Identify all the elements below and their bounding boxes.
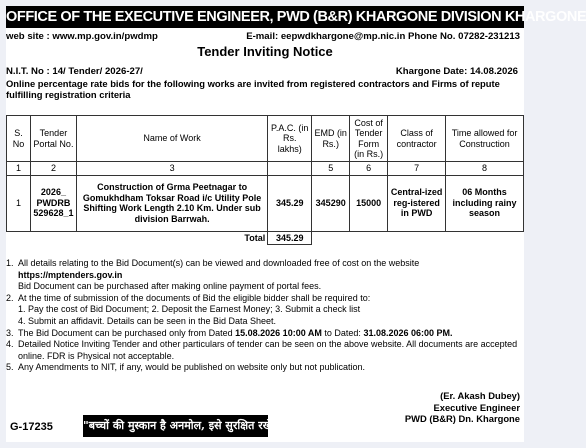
note-1-sub: Bid Document can be purchased after making online payment of portal fees. [18,281,322,292]
purchase-from-date: 15.08.2026 10:00 AM [235,327,322,338]
tender-notice [6,6,586,442]
row-emd: 345290 [312,175,350,231]
purchase-to-date: 31.08.2026 06:00 PM. [363,327,453,338]
header-sno: S. No [7,116,31,162]
row-portal: 2026_ PWDRB 529628_1 [30,175,76,231]
header-time: Time allowed for Construction [446,116,524,162]
website-text: web site : www.mp.gov.in/pwdmp [6,31,158,42]
colnum-8: 8 [446,162,524,176]
row-time: 06 Months including rainy season [446,175,524,231]
note-2: 2. At the time of submission of the documents of Bid the eligible bidder shall be required to: [6,292,371,303]
total-label: Total [76,231,267,245]
table-header-row [7,116,524,162]
intro-text: Online percentage rate bids for the following works are invited from registered contractors and Firms of repute fulfilling registration criteria [6,78,500,100]
row-sno: 1 [7,175,31,231]
signature-block [405,390,520,425]
header-emd: EMD (in Rs.) [312,116,350,162]
note-2-items-a: 1. Pay the cost of Bid Document; 2. Deposit the Earnest Money; 3. Submit a check list [18,304,361,315]
colnum-5: 5 [312,162,350,176]
header-work: Name of Work [76,116,267,162]
notice-date: Khargone Date: 14.08.2026 [395,66,518,77]
signatory-designation: Executive Engineer [433,401,520,413]
signatory-name: (Er. Akash Dubey) [440,390,520,401]
table-row [7,175,524,231]
slogan-banner: "बच्चों की मुस्कान है अनमोल, इसे सुरक्षित रखें हर हाल" [83,415,268,437]
header-cost: Cost of Tender Form (in Rs.) [350,116,388,162]
colnum-7: 7 [388,162,446,176]
note-1: 1. All details relating to the Bid Document(s) can be viewed and downloaded free of cost on the website [6,258,420,268]
row-class: Central-ized reg-istered in PWD [388,175,446,231]
notes-list [6,258,524,374]
works-table [6,115,524,245]
nit-number: N.I.T. No : 14/ Tender/ 2026-27/ [6,66,143,77]
note-4: 4. Detailed Notice Inviting Tender and other particulars of tender can be seen on the above website. All documents are accepted online. FDR is Physical not acceptable. [6,339,518,361]
row-work: Construction of Grma Peetnagar to Gomukhdham Toksar Road i/c Utility Pole Shifting Work Length 2.10 Km. Under sub division Barrwah. [76,175,267,231]
contact-row [6,31,524,42]
header-portal: Tender Portal No. [30,116,76,162]
header-class: Class of contractor [388,116,446,162]
header-pac: P.A.C. (in Rs. lakhs) [268,116,312,162]
note-5: 5. Any Amendments to NIT, if any, would be published on website only but not publication. [6,362,366,373]
total-value: 345.29 [268,231,312,245]
office-banner: OFFICE OF THE EXECUTIVE ENGINEER, PWD (B&R) KHARGONE DIVISION KHARGONE [6,6,524,28]
total-row [7,231,524,245]
note-3: 3. The Bid Document can be purchased only from Dated 15.08.2026 10:00 AM to Dated: 31.08.2026 06:00 PM. [6,327,453,338]
column-number-row [7,162,524,176]
website-link[interactable]: https://mptenders.gov.in [18,269,123,280]
notice-title: Tender Inviting Notice [197,44,333,59]
colnum-3: 3 [76,162,267,176]
colnum-1: 1 [7,162,31,176]
nit-row [6,66,524,77]
colnum-4 [268,162,312,176]
email-phone-text: E-mail: eepwdkhargone@mp.nic.in Phone No. 07282-231213 [246,31,520,42]
row-pac: 345.29 [268,175,312,231]
note-2-items-b: 4. Submit an affidavit. Details can be seen in the Bid Data Sheet. [18,315,276,326]
notice-code: G-17235 [10,421,53,433]
colnum-6: 6 [350,162,388,176]
row-cost: 15000 [350,175,388,231]
signatory-office: PWD (B&R) Dn. Khargone [404,413,520,424]
colnum-2: 2 [30,162,76,176]
